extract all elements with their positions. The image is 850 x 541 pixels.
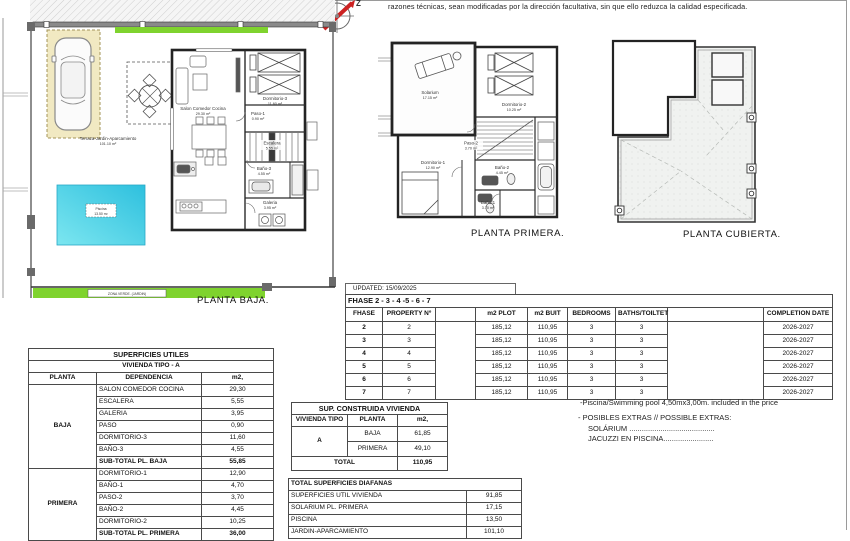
svg-text:0.90 m²: 0.90 m² — [251, 117, 265, 121]
subtotal-row: SUB-TOTAL PL. BAJA 55,85 — [29, 457, 274, 469]
updated-date: UPDATED: 15/09/2025 — [345, 283, 516, 295]
planta-primera-plan — [378, 32, 563, 227]
roof-box-2 — [712, 80, 743, 105]
solarium-outline — [392, 43, 475, 135]
table-row: GALERIA 3,95 — [29, 409, 274, 421]
svg-text:3.95 m²: 3.95 m² — [263, 206, 277, 210]
table-row: 6 6 185,12 110,95 3 3 2026-2027 — [346, 374, 833, 387]
dorm2-label: Dormitorio-2 — [501, 102, 527, 107]
paso1-label: Paso-1 — [251, 111, 265, 116]
table-title: SUPERFICIES UTILES — [29, 349, 274, 361]
svg-text:4.45 m²: 4.45 m² — [495, 171, 509, 175]
table-row: BAÑO-3 4,55 — [29, 445, 274, 457]
sheet-top-border — [330, 0, 847, 1]
table-row: PRIMERA 49,10 — [292, 442, 448, 457]
table-row: 4 4 185,12 110,95 3 3 2026-2027 — [346, 348, 833, 361]
planta-cubierta-plan — [606, 36, 766, 231]
paso2-label: Paso-2 — [464, 140, 478, 146]
car-icon — [52, 38, 94, 130]
svg-text:13.50 m²: 13.50 m² — [94, 212, 108, 216]
table-row: JARDIN-APARCAMIENTO 101,10 — [289, 527, 522, 539]
total-row: TOTAL 110,95 — [292, 457, 448, 471]
table-row: 2 2 185,12 110,95 3 3 2026-2027 — [346, 322, 833, 335]
header-row: PLANTA DEPENDENCIA m2, — [29, 373, 274, 385]
terraza-label: Terraza-Jardin-Aparcamiento — [79, 136, 137, 141]
zona-verde-label: ZONA VERDE. (JARDIN) — [107, 292, 147, 296]
table-row: 7 7 185,12 110,95 3 3 2026-2027 — [346, 387, 833, 400]
dorm1-label: Dormitorio-1 — [420, 160, 446, 165]
svg-text:5.55 m²: 5.55 m² — [265, 146, 279, 151]
note-solarium: SOLÁRIUM ......................................... — [588, 424, 715, 433]
table-row: PISCINA 13,50 — [289, 515, 522, 527]
note-pool: -Piscina/Swimming pool 4,50mx3,00m. included in the price — [580, 398, 779, 407]
table-subtitle: VIVIENDA TIPO - A — [29, 361, 274, 373]
table-row: ESCALERA 5,55 — [29, 397, 274, 409]
planta-baja-caption: PLANTA BAJA. — [197, 295, 269, 306]
subtotal-row: SUB-TOTAL PL. PRIMERA 36,00 — [29, 529, 274, 541]
dorm3-label: Dormitorio-3 — [262, 96, 288, 101]
roof-box-1 — [712, 53, 743, 77]
salon-label: Salon Comedor Cocina — [180, 106, 226, 111]
disclaimer-text: razones técnicas, sean modificadas por la dirección facultativa, sin que ello reduzca la calidad especificada. — [388, 2, 748, 11]
bano2-label: Baño-2 — [494, 165, 510, 170]
note-jacuzzi: JACUZZI EN PISCINA........................ — [588, 434, 714, 443]
table-row: PASO-2 3,70 — [29, 493, 274, 505]
phase-band: FHASE 2 - 3 - 4 -5 - 6 - 7 — [346, 295, 833, 308]
table-row: SOLARIUM PL. PRIMERA 17,15 — [289, 503, 522, 515]
sup-construida-table — [291, 402, 448, 471]
svg-text:4.55 m²: 4.55 m² — [257, 172, 271, 176]
table-row: BAJA SALON COMEDOR COCINA 29,30 — [29, 385, 274, 397]
bed-dorm1 — [402, 172, 438, 214]
table-row: 3 3 185,12 110,95 3 3 2026-2027 — [346, 335, 833, 348]
phase-table — [345, 294, 833, 400]
table-title: TOTAL SUPERFICIES DIAFANAS — [289, 479, 522, 491]
note-extras: - POSIBLES EXTRAS // POSSIBLE EXTRAS: — [578, 413, 732, 422]
svg-text:3.70 m²: 3.70 m² — [481, 206, 495, 210]
phase-header-row: FHASE PROPERTY Nº m2 PLOT m2 BUIT BEDROOMS BATHS/TOILTET COMPLETION DATE — [346, 308, 833, 322]
svg-text:3.70 m²: 3.70 m² — [464, 146, 478, 151]
top-green-strip — [115, 27, 268, 33]
table-row: BAÑO-2 4,45 — [29, 505, 274, 517]
superficies-diafanas-table — [288, 478, 522, 539]
planta-primera-caption: PLANTA PRIMERA. — [471, 228, 565, 239]
svg-text:10.25 m²: 10.25 m² — [506, 108, 522, 112]
planta-baja-plan — [0, 0, 340, 312]
table-row: BAÑO-1 4,70 — [29, 481, 274, 493]
table-row: DORMITORIO-3 11,60 — [29, 433, 274, 445]
svg-text:17.15 m²: 17.15 m² — [422, 96, 438, 100]
table-row: 5 5 185,12 110,95 3 3 2026-2027 — [346, 361, 833, 374]
superficies-utiles-table — [28, 348, 274, 541]
notes-block — [578, 398, 843, 444]
street-hatch — [30, 0, 335, 22]
escalera-label: Escalera — [263, 140, 281, 146]
galeria-label: Galeria — [262, 200, 278, 205]
svg-text:29.30 m²: 29.30 m² — [195, 112, 211, 116]
table-row: PRIMERA DORMITORIO-1 12,90 — [29, 469, 274, 481]
top-boundary-wall — [33, 22, 335, 27]
bano1-label: Baño-1 — [480, 200, 496, 205]
table-row: DORMITORIO-2 10,25 — [29, 517, 274, 529]
bano3-label: Baño-3 — [256, 166, 272, 171]
svg-text:12.90 m²: 12.90 m² — [425, 166, 441, 170]
sheet-right-border — [846, 0, 847, 530]
solarium-label: Solarium — [421, 90, 439, 95]
header-row: VIVIENDA TIPO PLANTA m2, — [292, 415, 448, 427]
svg-text:101.10 m²: 101.10 m² — [99, 142, 117, 146]
table-row: PASO 0,90 — [29, 421, 274, 433]
table-row: A BAJA 61,85 — [292, 427, 448, 442]
table-row: SUPERFICIES UTIL VIVIENDA 91,85 — [289, 491, 522, 503]
svg-text:11.60 m²: 11.60 m² — [267, 102, 283, 106]
table-title: SUP. CONSTRUIDA VIVIENDA — [292, 403, 448, 415]
planta-cubierta-caption: PLANTA CUBIERTA. — [683, 229, 781, 240]
outdoor-dining-set — [127, 62, 173, 124]
svg-text:Z: Z — [356, 0, 361, 8]
piscina-label: Piscina — [95, 207, 107, 211]
